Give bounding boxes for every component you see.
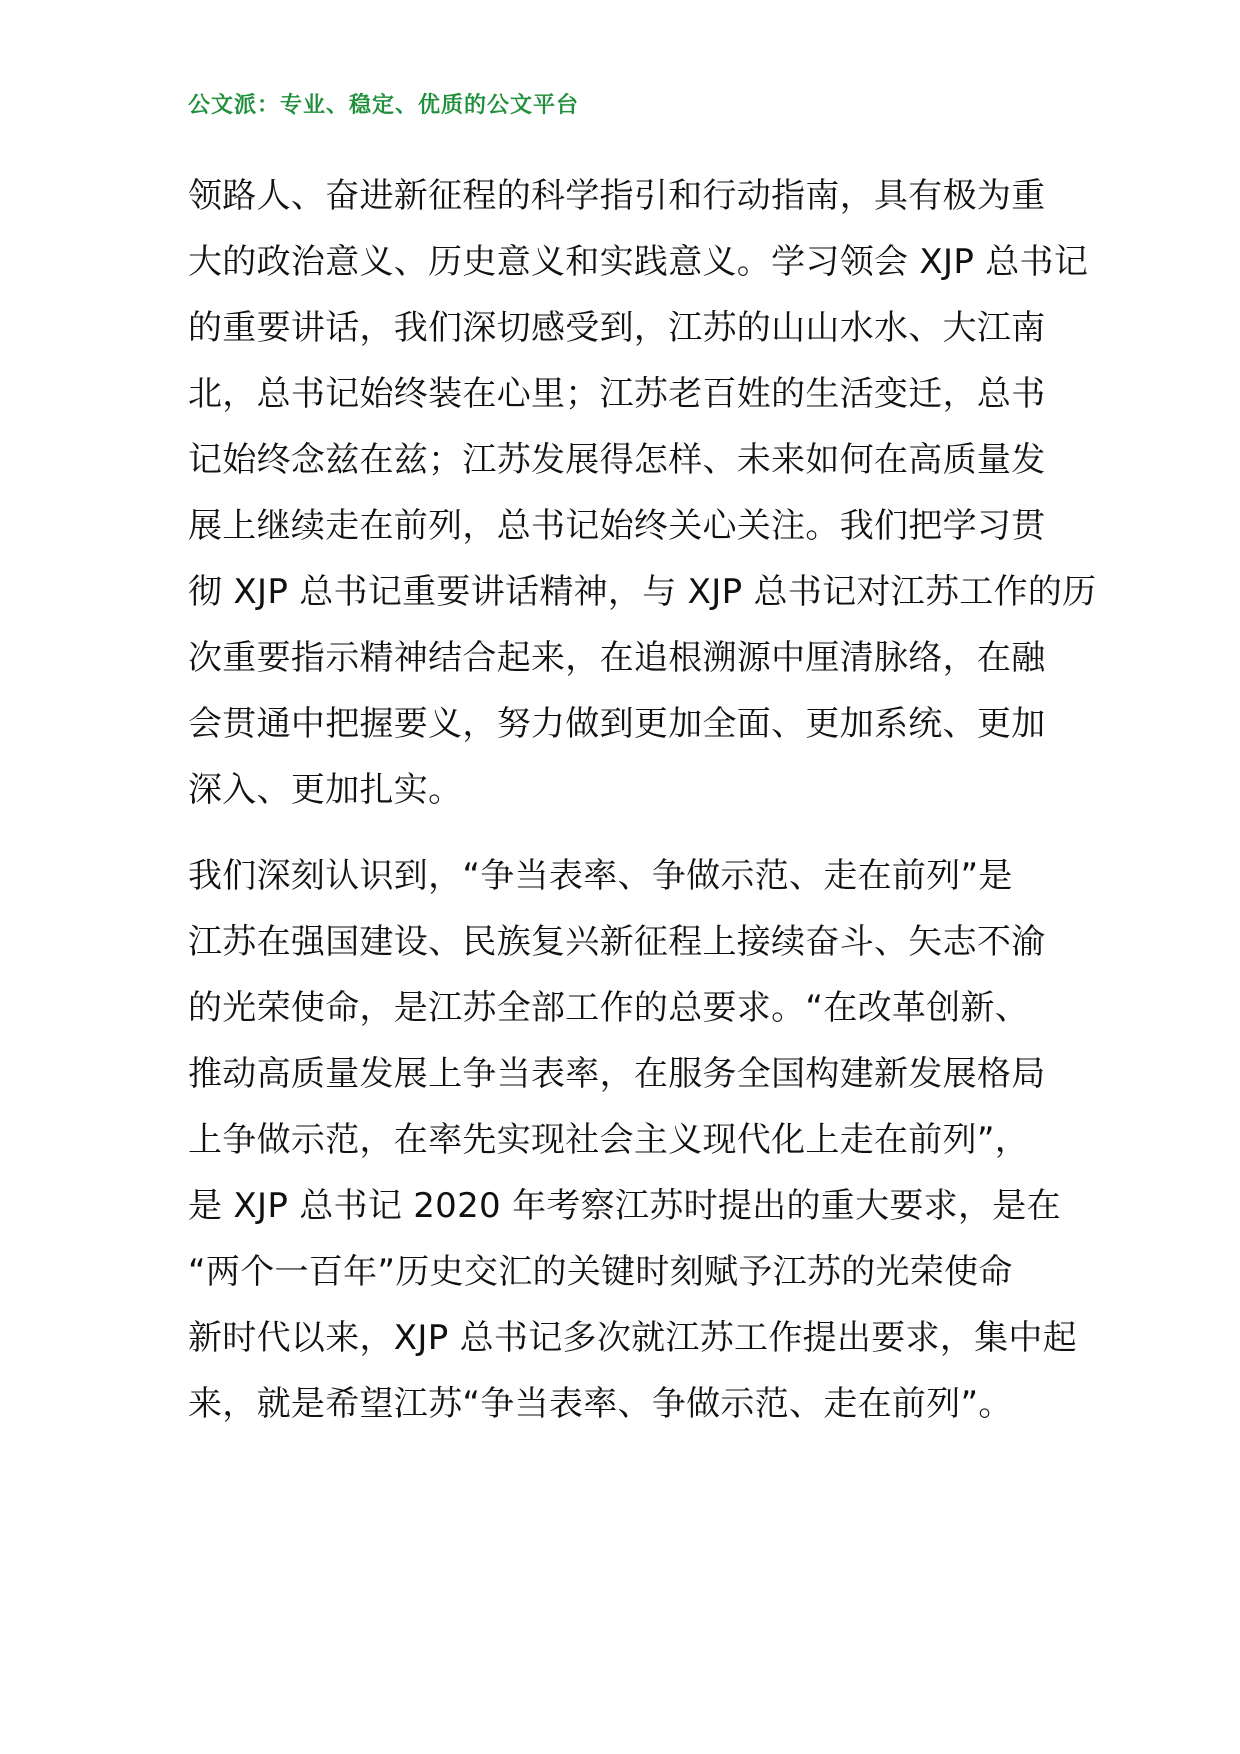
text-line: 推动高质量发展上争当表率，在服务全国构建新发展格局 — [188, 1054, 1046, 1094]
text-line: 次重要指示精神结合起来，在追根溯源中厘清脉络，在融 — [188, 638, 1046, 678]
text-line: 上争做示范，在率先实现社会主义现代化上走在前列”， — [188, 1120, 1030, 1160]
text-line: 会贯通中把握要义，努力做到更加全面、更加系统、更加 — [188, 704, 1046, 744]
text-line: 彻 XJP 总书记重要讲话精神，与 XJP 总书记对江苏工作的历 — [188, 572, 1097, 612]
text-line: 来，就是希望江苏“争当表率、争做示范、走在前列”。 — [188, 1384, 1013, 1424]
text-line: 我们深刻认识到，“争当表率、争做示范、走在前列”是 — [188, 856, 1013, 896]
text-line: 的重要讲话，我们深切感受到，江苏的山山水水、大江南 — [188, 308, 1046, 348]
text-line: 领路人、奋进新征程的科学指引和行动指南，具有极为重 — [188, 176, 1046, 216]
text-line: 展上继续走在前列，总书记始终关心关注。我们把学习贯 — [188, 506, 1046, 546]
text-line: “两个一百年”历史交汇的关键时刻赋予江苏的光荣使命 — [188, 1252, 1013, 1292]
text-line: 深入、更加扎实。 — [188, 770, 463, 810]
text-line: 北，总书记始终装在心里；江苏老百姓的生活变迁，总书 — [188, 374, 1046, 414]
text-line: 的光荣使命，是江苏全部工作的总要求。“在改革创新、 — [188, 988, 1030, 1028]
text-line: 大的政治意义、历史意义和实践意义。学习领会 XJP 总书记 — [188, 242, 1089, 282]
text-line: 新时代以来，XJP 总书记多次就江苏工作提出要求，集中起 — [188, 1318, 1078, 1358]
text-line: 记始终念兹在兹；江苏发展得怎样、未来如何在高质量发 — [188, 440, 1046, 480]
text-line: 江苏在强国建设、民族复兴新征程上接续奋斗、矢志不渝 — [188, 922, 1046, 962]
header-banner: 公文派：专业、稳定、优质的公文平台 — [188, 93, 580, 118]
text-line: 是 XJP 总书记 2020 年考察江苏时提出的重大要求，是在 — [188, 1186, 1061, 1226]
